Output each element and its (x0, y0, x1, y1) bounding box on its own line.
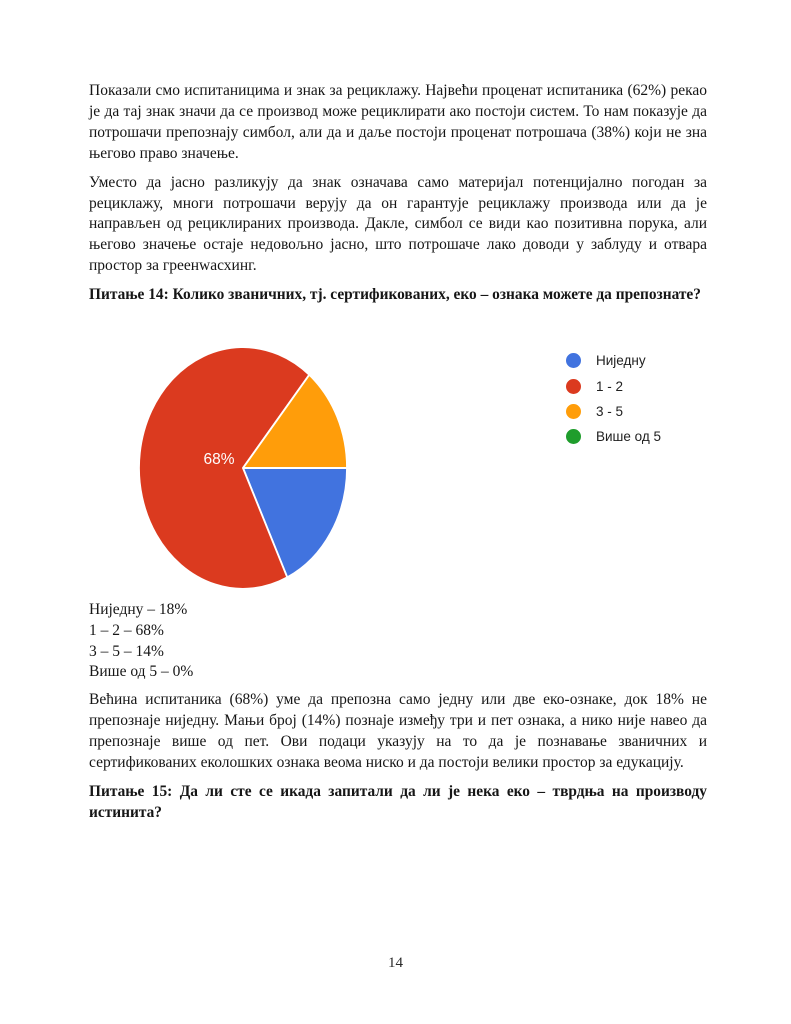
pie-chart (89, 344, 707, 600)
legend-swatch-icon (566, 429, 581, 444)
legend-item-label: Ниједну (596, 353, 646, 369)
pie-chart-svg (139, 347, 347, 589)
legend-item (566, 348, 661, 373)
chart-summary (89, 600, 707, 683)
legend-item-label: 1 - 2 (596, 378, 624, 394)
slice-label-18: 18% (338, 508, 370, 526)
legend-swatch-icon (566, 404, 581, 419)
legend-item (566, 373, 661, 398)
chart-legend (566, 348, 661, 450)
paragraph-results-analysis: Већина испитаника (68%) уме да препозна само једну или две еко-ознаке, док 18% не препознаје ниједну. Мањи број (14%) познаје између три и пет ознака, а нико није навео да препознаје више од пет. Ови подаци указују на то да је познавање званичних и сертификованих еколошких ознака веома ниско и да постоји велики простор за едукацију. (89, 691, 707, 771)
question-15-heading: Питање 15: Да ли сте се икада запитали да ли је нека еко – тврдња на производу истинита? (89, 782, 707, 821)
summary-line: Ниједну – 18% (89, 601, 188, 619)
slice-label-14: 14% (342, 425, 374, 443)
legend-swatch-icon (566, 353, 581, 368)
slice-label-68: 68% (203, 451, 235, 469)
summary-line: 1 – 2 – 68% (89, 621, 164, 639)
legend-item-label: Више од 5 (596, 429, 661, 445)
legend-item (566, 424, 661, 449)
summary-line: 3 – 5 – 14% (89, 642, 164, 660)
pie-chart-plot (139, 347, 374, 589)
summary-line: Више од 5 – 0% (89, 663, 194, 681)
paragraph-symbol-meaning: Уместо да јасно разликују да знак означава само материјал потенцијално погодан за рециклажу, многи потрошачи верују да он гарантује рециклажу производа или да је направљен од рециклираних производа. Дакле, симбол се види као позитивна порука, али његово значење остаје недовољно јасно, што потрошаче лако доводи у заблуду и отвара простор за греенwасхинг. (89, 173, 707, 275)
question-14-heading: Питање 14: Колико званичних, тј. сертификованих, еко – ознака можете да препознате? (89, 286, 701, 304)
paragraph-recycling-symbol: Показали смо испитаницима и знак за рециклажу. Највећи проценат испитаника (62%) рекао је да тај знак значи да се производ може рециклирати ако постоји систем. То нам показује да потрошачи препознају симбол, али да и даље постоји проценат потрошача (38%) који не зна његово право значење. (89, 82, 707, 162)
legend-swatch-icon (566, 379, 581, 394)
page-number: 14 (388, 955, 403, 971)
page-content (89, 81, 707, 824)
legend-item-label: 3 - 5 (596, 404, 624, 420)
legend-item (566, 399, 661, 424)
